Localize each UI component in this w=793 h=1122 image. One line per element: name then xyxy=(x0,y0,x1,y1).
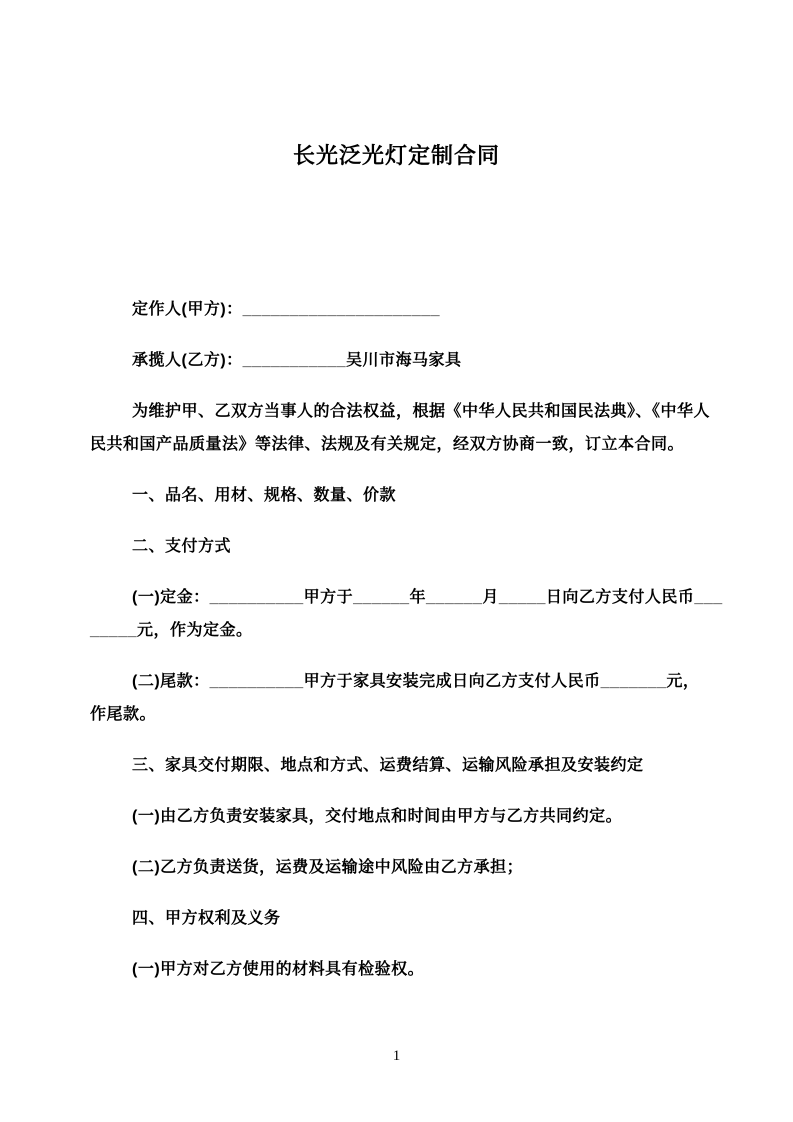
section-3-clause-2: (二)乙方负责送货，运费及运输途中风险由乙方承担； xyxy=(132,859,524,876)
party-a-line: 定作人(甲方)：_____________________ xyxy=(132,301,441,318)
preamble-line-1: 为维护甲、乙双方当事人的合法权益，根据《中华人民共和国民法典》、《中华人 xyxy=(132,403,711,420)
section-3-heading: 三、家具交付期限、地点和方式、运费结算、运输风险承担及安装约定 xyxy=(132,757,644,774)
party-b-line: 承揽人(乙方)：___________吴川市海马家具 xyxy=(132,352,462,369)
page-number: 1 xyxy=(392,1048,401,1064)
deposit-clause-line-2: _____元，作为定金。 xyxy=(90,622,253,639)
balance-clause-line-1: (二)尾款：__________甲方于家具安装完成日向乙方支付人民币_______元， xyxy=(132,673,700,690)
deposit-clause-line-1: (一)定金：__________甲方于______年______月_____日向乙方支付人民币___ xyxy=(132,589,723,606)
section-3-clause-1: (一)由乙方负责安装家具，交付地点和时间由甲方与乙方共同约定。 xyxy=(132,808,623,825)
preamble-line-2: 民共和国产品质量法》等法律、法规及有关规定，经双方协商一致，订立本合同。 xyxy=(90,436,685,453)
balance-clause-line-2: 作尾款。 xyxy=(90,706,157,723)
document-body xyxy=(90,293,723,986)
section-1-heading: 一、品名、用材、规格、数量、价款 xyxy=(132,487,397,504)
section-4-heading: 四、甲方权利及义务 xyxy=(132,910,281,927)
section-2-heading: 二、支付方式 xyxy=(132,538,232,555)
section-4-clause-1: (一)甲方对乙方使用的材料具有检验权。 xyxy=(132,961,425,978)
document-title: 长光泛光灯定制合同 xyxy=(292,143,500,168)
